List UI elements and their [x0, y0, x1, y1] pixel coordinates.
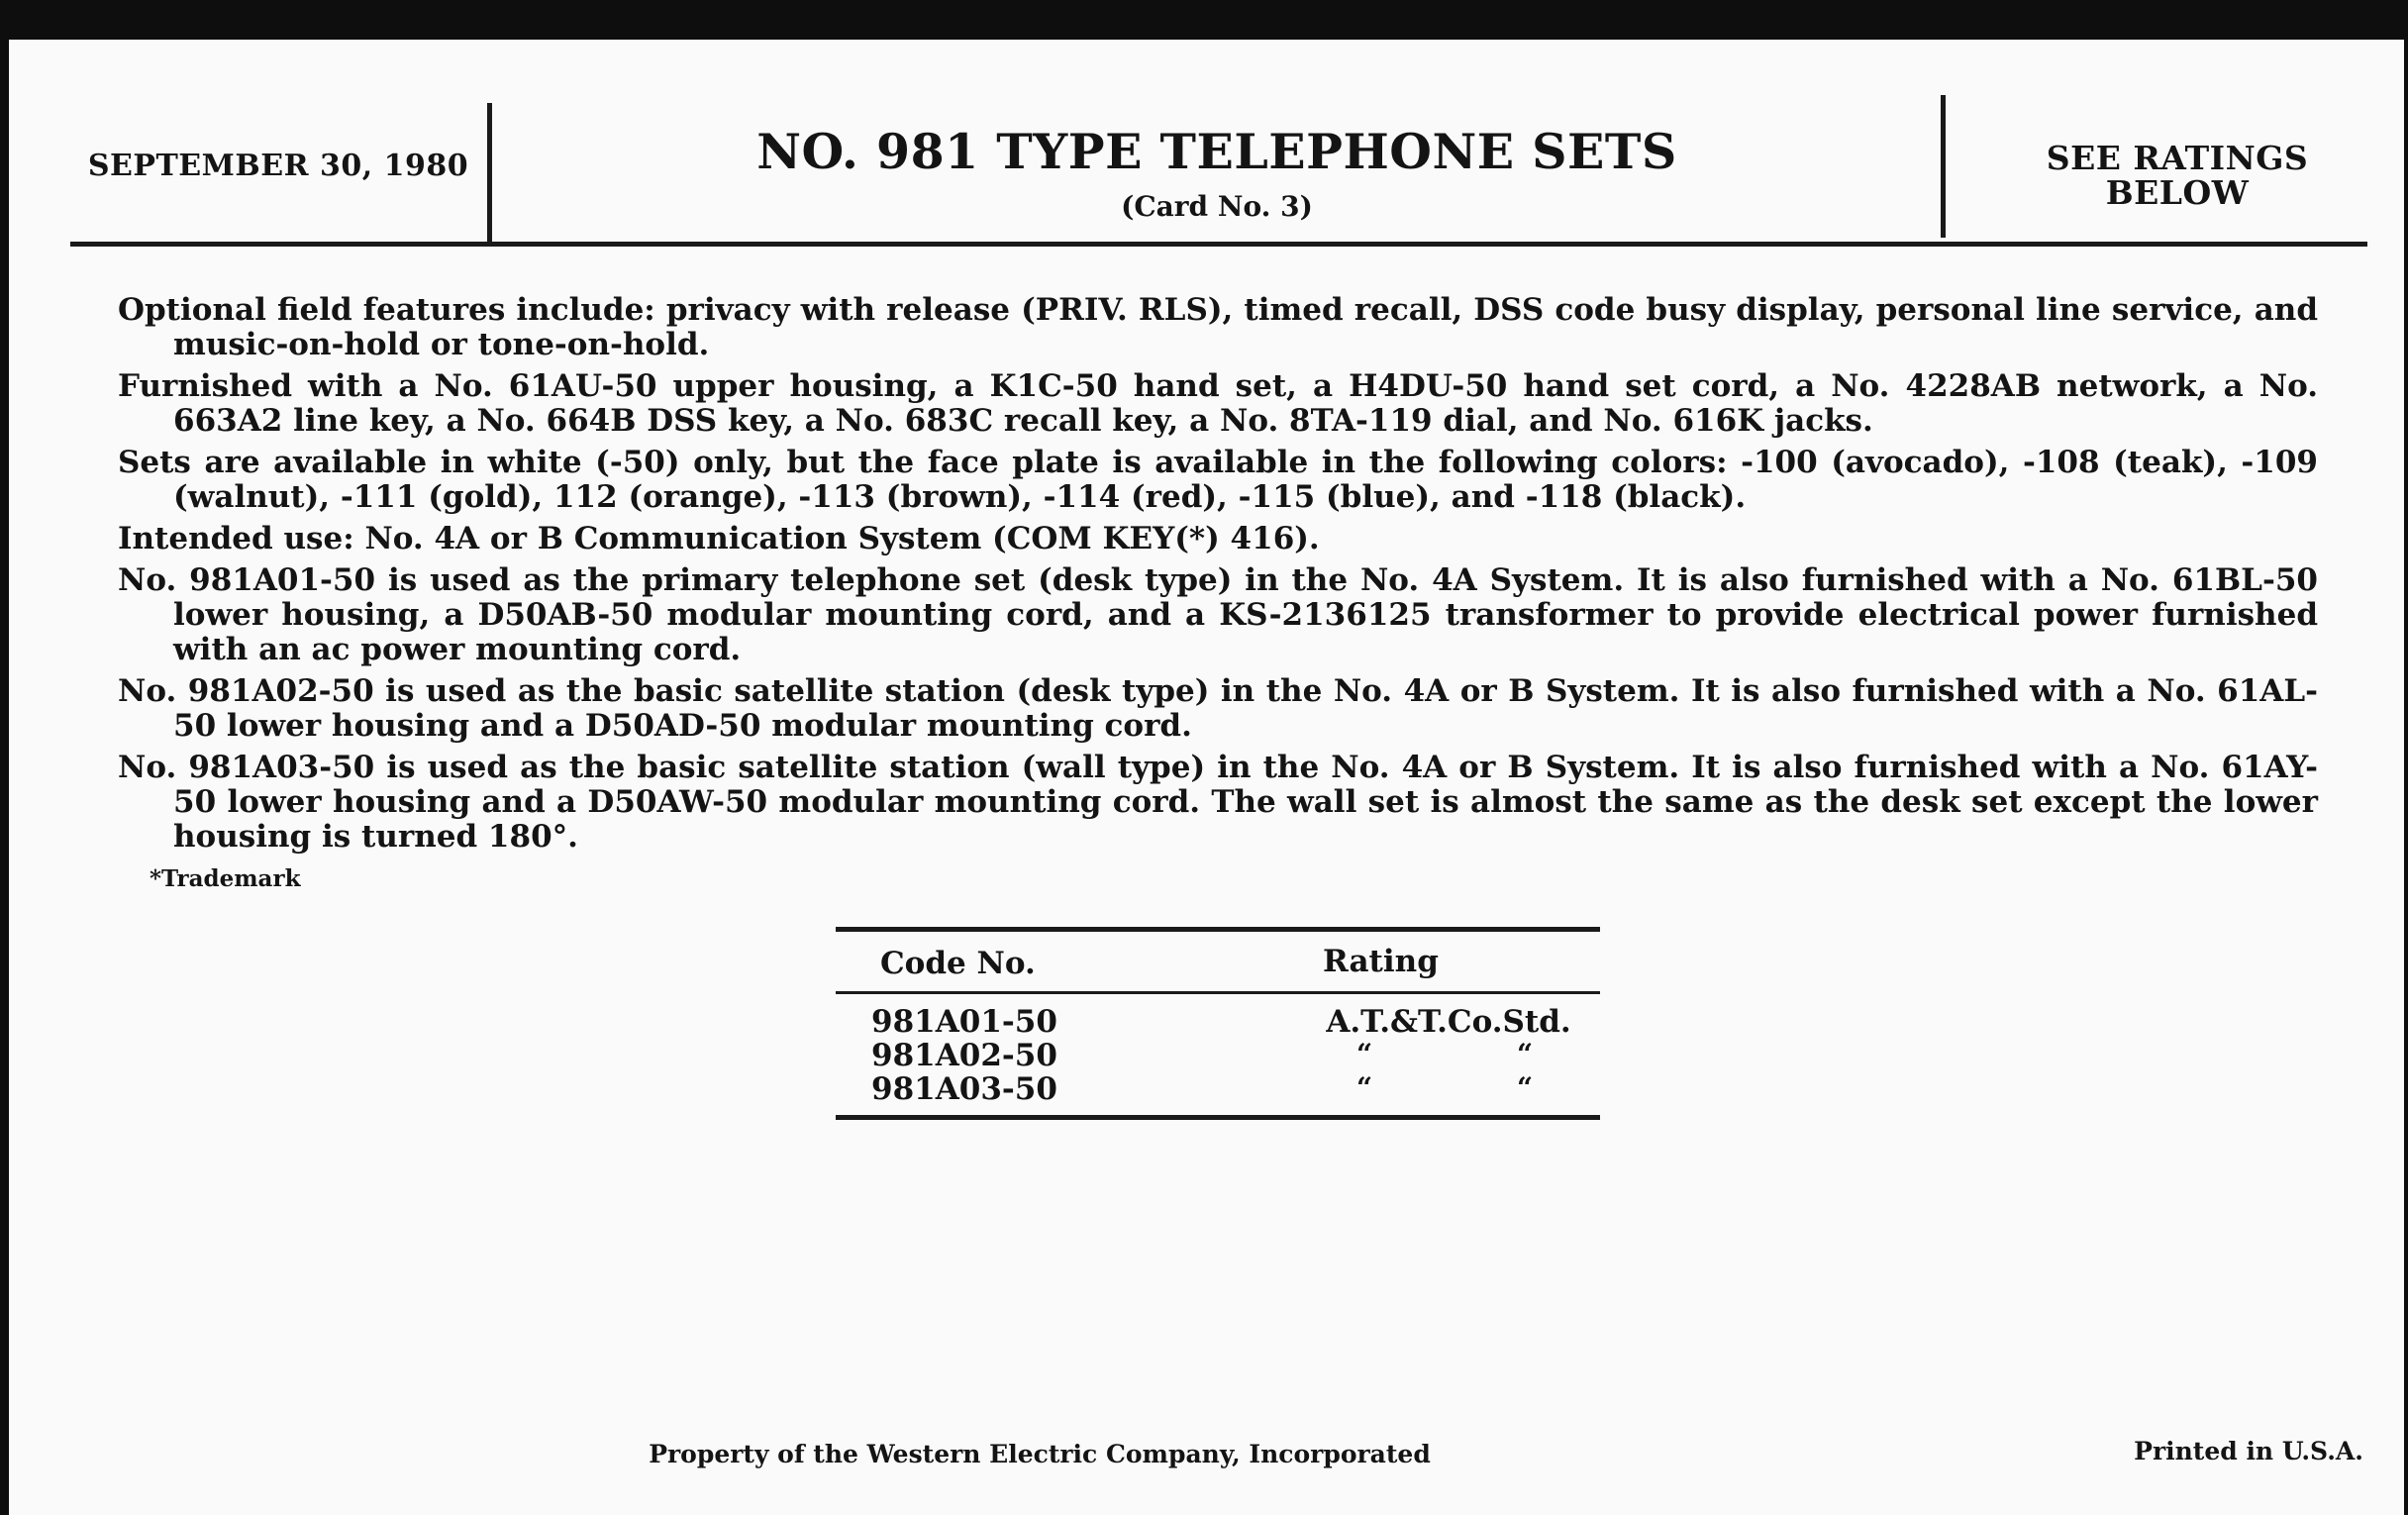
code-cell: 981A02-50	[871, 1038, 1057, 1073]
paragraph-981a03: No. 981A03-50 is used as the basic satellite station (wall type) in the No. 4A or B System. It is also furnished with a No. 61AY-50 lower housing and a D50AW-50 modular mounting cord. The wall set is almost the same as the desk set except the lower housing is turned 180°.	[118, 750, 2318, 855]
paragraph-981a01: No. 981A01-50 is used as the primary telephone set (desk type) in the No. 4A System. It is also furnished with a No. 61BL-50 lower housing, a D50AB-50 modular mounting cord, and a KS-2136125 transformer to provide electrical power furnished with an ac power mounting cord.	[118, 562, 2318, 667]
table-row	[836, 1004, 1600, 1038]
description-body	[118, 293, 2318, 896]
code-cell: 981A01-50	[871, 1004, 1057, 1040]
paragraph-furnished-with: Furnished with a No. 61AU-50 upper housing, a K1C-50 hand set, a H4DU-50 hand set cord, a No. 4228AB network, a No. 663A2 line key, a No. 664B DSS key, a No. 683C recall key, a No. 8TA-119 dial, and No. 616K jacks.	[118, 368, 2318, 439]
table-body	[836, 994, 1600, 1115]
card-number: (Card No. 3)	[1121, 190, 1313, 223]
ratings-table	[836, 927, 1600, 1120]
paragraph-colors: Sets are available in white (-50) only, but the face plate is available in the following colors: -100 (avocado), -108 (teak), -109 (walnut), -111 (gold), 112 (orange), -113 (brown), -114 (red), -115 (blue), and -118 (black).	[118, 445, 2318, 515]
code-cell: 981A03-50	[871, 1071, 1057, 1107]
paragraph-intended-use: Intended use: No. 4A or B Communication System (COM KEY(*) 416).	[118, 521, 1320, 556]
ditto-mark: “	[1517, 1038, 1534, 1070]
table-row	[836, 1038, 1600, 1071]
issue-date: SEPTEMBER 30, 1980	[87, 149, 469, 183]
column-header-rating: Rating	[1323, 944, 1439, 979]
ratings-note-line1: SEE RATINGS	[2046, 139, 2309, 177]
paragraph-optional-features: Optional field features include: privacy with release (PRIV. RLS), timed recall, DSS code busy display, personal line service, and music-on-hold or tone-on-hold.	[118, 292, 2318, 362]
header-rule	[70, 242, 2367, 247]
header-divider-right	[1941, 95, 1946, 238]
ditto-mark: “	[1356, 1071, 1373, 1104]
column-header-code: Code No.	[880, 946, 1036, 981]
document-title: NO. 981 TYPE TELEPHONE SETS	[756, 123, 1677, 180]
ratings-note-line2: BELOW	[2105, 173, 2250, 212]
table-header	[836, 932, 1600, 991]
paragraph-981a02: No. 981A02-50 is used as the basic satellite station (desk type) in the No. 4A or B System. It is also furnished with a No. 61AL-50 lower housing and a D50AD-50 modular mounting cord.	[118, 673, 2318, 744]
header-divider-left	[487, 103, 492, 244]
rating-cell: A.T.&T.Co.Std.	[1326, 1004, 1571, 1040]
table-bottom-rule	[836, 1115, 1600, 1120]
table-row	[836, 1071, 1600, 1105]
document-card	[9, 40, 2404, 1515]
trademark-note: *Trademark	[150, 865, 301, 892]
printed-notice: Printed in U.S.A.	[2134, 1437, 2363, 1465]
ditto-mark: “	[1517, 1071, 1534, 1104]
ditto-mark: “	[1356, 1038, 1373, 1070]
property-notice: Property of the Western Electric Company, Incorporated	[649, 1440, 1431, 1468]
ratings-note	[1959, 141, 2395, 210]
